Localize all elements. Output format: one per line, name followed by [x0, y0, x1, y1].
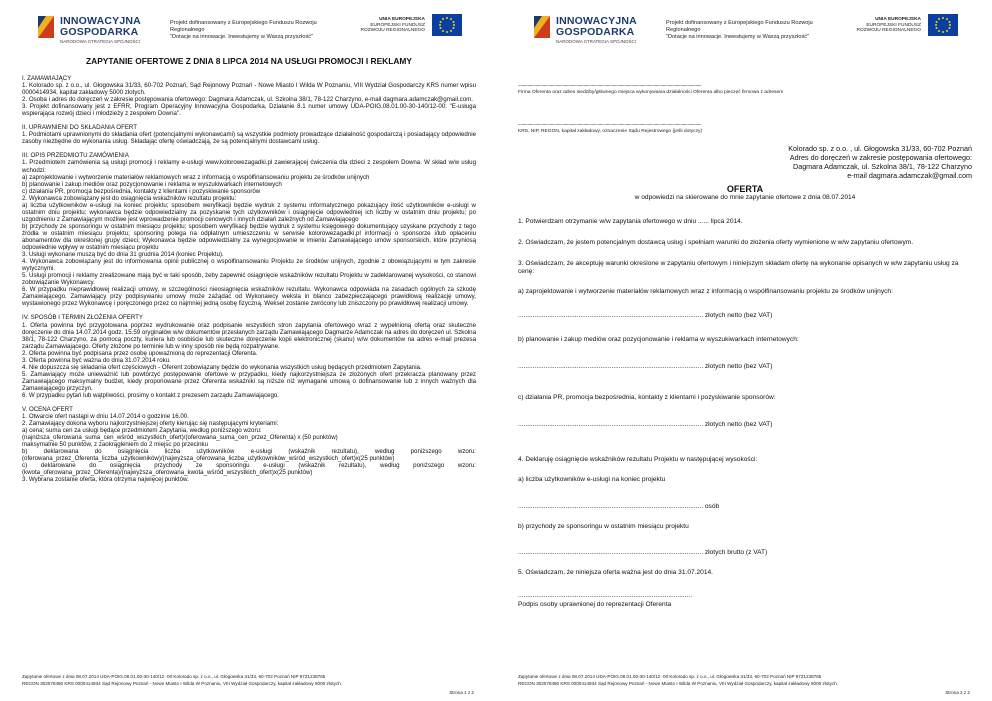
logo-line2: GOSPODARKA [556, 26, 635, 38]
paragraph: 4. Wykonawca zobowiązany jest do informowania opinii publicznej o współfinansowaniu Projektu ze środków unijnych, zgodnie z obowiązującymi w tym zakresie wytycznymi. [22, 258, 476, 273]
paragraph: 3. Wybrana zostanie oferta, która otrzyma najwięcej punktów. [22, 476, 189, 484]
addr-line3: Dagmara Adamczak, ul. Szkolna 38/1, 78-122 Charzyno [793, 162, 972, 171]
eu-label [853, 17, 921, 34]
eu-line2: EUROPEJSKI FUNDUSZ [866, 22, 921, 28]
paragraph: 4. Nie dopuszcza się składania ofert częściowych - Oferent zobowiązany będzie do wykonania wszystkich usług będących przedmiotem Zapytania. [22, 363, 422, 371]
paragraph: 2. Osoba i adres do doręczeń w zakresie postępowania ofertowego: Dagmara Adamczak, ul. Szkolna 38/1, 78-122 Charzyno, e-mail dagmara.adamczak@gmail.com. [22, 96, 473, 104]
eu-line1: UNIA EUROPEJSKA [875, 17, 921, 22]
paragraph: c) deklarowane do osiągnięcia przychody ze sponsoringu e-usługi (wskaźnik rezultatu), według poniższego wzoru: (kwota_oferowana_przez_Oferenta)/(najwyższa_oferowana_kwota_wśród_wszystkich_ofert)x(25 punktów) [22, 462, 476, 477]
section-heading: IV. SPOSÓB I TERMIN ZŁOŻENIA OFERTY [22, 314, 144, 322]
price-field-c[interactable]: ..................................................................................................... złotych netto (bez VAT) [518, 421, 773, 428]
firm-label: Firma Oferenta oraz adres siedziby/głównego miejsca wykonywania działalności Oferenta albo pieczęć firmowa z adresem [518, 90, 784, 95]
offer-point1: 1. Potwierdzam otrzymanie w/w zapytania ofertowego w dniu ...... lipca 2014. [518, 218, 743, 225]
innowacyjna-gospodarka-logo [36, 14, 156, 48]
project-line1: Projekt dofinansowany z Europejskiego Funduszu Rozwoju Regionalnego [170, 20, 317, 33]
paragraph: a) liczba użytkowników e-usługi na koniec projektu; sposobem weryfikacji będzie wydruk z systemu informatycznego pokazujący ilość użytkowników e-usługi w ostatnim dniu projektu; wykonawca będzie odpowiedzialny za pozyskanie tych użytkowników i osiągnięcie odpowiedniej ich liczby w ostatnim dniu projektu; po uzgodnieniu z Zamawiającym możliwe jest wprowadzenie promocji cenowych i innych działań zależnych od Zamawiającego [22, 201, 476, 223]
eu-label [357, 17, 425, 34]
offer-point5: 5. Oświadczam, że niniejsza oferta ważna jest do dnia 31.07.2014. [518, 569, 713, 576]
footer-line1: Zapytanie ofertowe z dnia 08.07.2014 UDA-POIG.08.01.00-30-140/12 -00 Kolorado sp. z o.o., ul. Głogowska 31/33, 60-702 Poznań NIP 9721238765 [22, 674, 326, 680]
logo-line3: NARODOWA STRATEGIA SPÓJNOŚCI [60, 39, 141, 44]
logo-line1: INNOWACYJNA [60, 15, 141, 27]
addr-line1: Kolorado sp. z o.o. , ul. Głogowska 31/33, 60-702 Poznań [788, 144, 972, 153]
paragraph: (najniższa_oferowana_suma_cen_wśród_wszystkich_ofert)/(oferowana_suma_cen_przez_Oferenta) x (50 punktów) [22, 434, 338, 442]
offer-item-c: c) działania PR, promocja bezpośrednia, kontakty z klientami i pozyskiwanie sponsorów: [518, 394, 776, 401]
section-heading: I. ZAMAWIAJĄCY [22, 75, 72, 82]
section-heading: II. UPRAWNIENI DO SKŁADANIA OFERT [22, 124, 137, 132]
firm-dotted-line: ............................................................................................................................................................. [518, 82, 702, 88]
signature-line[interactable]: ............................................................................................... [518, 592, 693, 599]
paragraph: 3. Projekt dofinansowany jest z EFRR, Program Operacyjny Innowacyjna Gospodarka, Działanie 8.1 numer umowy UDA-POIG.08.01.00-30-140/12-00: "E-usługa wspierająca rozwój dzieci i młodzieży z zespołem Downa". [22, 103, 476, 118]
paragraph: b) deklarowana do osiągnięcia liczba użytkowników e-usługi (wskaźnik rezultatu), według poniższego wzoru: (oferowana_przez_Oferenta_liczba_użytkowników)/(najwyższa_oferowana_liczba_użytkowników_wśród_wszystkich_ofert)x(25 punktów) [22, 448, 476, 463]
project-line2: "Dotacje na innowacje. Inwestujemy w Waszą przyszłość" [666, 34, 810, 40]
price-field-a[interactable]: ..................................................................................................... złotych netto (bez VAT) [518, 312, 773, 319]
eu-flag-icon [432, 14, 462, 36]
eu-line1: UNIA EUROPEJSKA [379, 17, 425, 22]
document-title: ZAPYTANIE OFERTOWE Z DNIA 8 LIPCA 2014 NA USŁUGI PROMOCJI I REKLAMY [86, 56, 412, 66]
section-heading: III. OPIS PRZEDMIOTU ZAMÓWIENIA [22, 152, 129, 160]
addr-line4: e-mail dagmara.adamczak@gmail.com [847, 171, 972, 180]
offer-item-b: b) planowanie i zakup mediów oraz pozycjonowanie i reklama w wyszukiwarkach internetowych: [518, 336, 799, 343]
paragraph: 6. W przypadku pytań lub wątpliwości, prosimy o kontakt z prezesem zarządu Zamawiającego. [22, 391, 279, 399]
eu-line2: EUROPEJSKI FUNDUSZ [370, 22, 425, 28]
logo-mark-icon [532, 14, 552, 40]
eu-line3: ROZWOJU REGIONALNEGO [856, 28, 921, 34]
footer-line1: Zapytanie ofertowe z dnia 08.07.2014 UDA-POIG.08.01.00-30-140/12 -00 Kolorado sp. z o.o., ul. Głogowska 31/33, 60-702 Poznań NIP 9721238765 [518, 674, 822, 680]
page-2-header [518, 0, 972, 50]
eu-line3: ROZWOJU REGIONALNEGO [360, 28, 425, 34]
users-field[interactable]: ..................................................................................................... osób [518, 503, 720, 510]
paragraph: 2. Zamawiający dokona wyboru najkorzystniejszej oferty kierując się następującymi kryteriami: [22, 420, 279, 428]
offer-item4a: a) liczba użytkowników e-usługi na koniec projektu [518, 476, 666, 483]
addr-line2: Adres do doręczeń w zakresie postępowania ofertowego: [789, 153, 972, 162]
paragraph: maksymalnie 50 punktów, z zaokrągleniem do 2 miejsc po przecinku [22, 441, 209, 449]
logo-line2: GOSPODARKA [60, 26, 139, 38]
logo-mark-icon [36, 14, 56, 40]
paragraph: 2. Oferta powinna być podpisana przez osobę upoważnioną do reprezentacji Oferenta. [22, 349, 258, 357]
signature-label: Podpis osoby uprawnionej do reprezentacji Oferenta [518, 601, 672, 608]
innowacyjna-gospodarka-logo [532, 14, 652, 48]
page-1-header [22, 0, 476, 50]
page-number: Strona 1 z 2 [449, 690, 474, 695]
krs-dotted-line: ............................................................................................................................................................. [518, 121, 702, 127]
footer-line2: REGON 302078480 KRS 0000414934 Sąd Rejonowy Poznań - Nowe Miasto I Wilda W Poznaniu, VIII Wydział Gospodarczy, kapitał zakładowy 5000 złotych. [518, 680, 839, 686]
project-info [170, 20, 330, 41]
page-1-body [22, 75, 476, 484]
offer-body [518, 218, 972, 609]
logo-line1: INNOWACYJNA [556, 15, 637, 27]
project-line1: Projekt dofinansowany z Europejskiego Funduszu Rozwoju Regionalnego [666, 20, 813, 33]
page-number: Strona 2 z 2 [945, 690, 970, 695]
footer-line2: REGON 302078480 KRS 0000414934 Sąd Rejonowy Poznań - Nowe Miasto I Wilda W Poznaniu, VIII Wydział Gospodarczy, kapitał zakładowy 5000 złotych. [22, 680, 343, 686]
offer-heading: OFERTA [726, 184, 764, 194]
offer-item-a: a) zaprojektowanie i wytworzenie materiałów reklamowych wraz z informacją o współfinansowaniu projektu ze środków unijnych: [518, 288, 893, 295]
page-2 [496, 0, 992, 701]
paragraph: 1. Oferta powinna być przygotowana poprzez wydrukowanie oraz podpisanie wszystkich stron zapytania ofertowego wraz z wypełnioną ofertą oraz skuteczne doręczenie do dnia 14.07.2014 godz. 15.59 oryginałów w/w dokumentów przesłanych zarządu Zamawiającego Dagmarze Adamczak na adres do doręczeń ul. Szkolna 38/1, 78-122 Charzyno, za pomocą poczty, kuriera lub osobiście lub skuteczne doręczenie kopii elektronicznej (skanu) w/w dokumentów na adres e-mail prezesa zarządu Zamawiającego. Oferty złożone po terminie lub w inny sposób nie będą rozpatrywane. [22, 321, 476, 350]
paragraph: b) planowanie i zakup mediów oraz pozycjonowanie i reklama w wyszukiwarkach internetowych [22, 180, 282, 188]
paragraph: b) przychody ze sponsoringu w ostatnim miesiącu projektu; sposobem weryfikacji będzie wydruk z systemu księgowego dokumentujący uzyskane przychody z tego źródła w ostatnim miesiącu projektu; sponsoring polega na odpłatnym umieszczeniu w serwisie kolorowezagadki.pl informacji o sponsorze i/lub opłaceniu abonamentów dla określonej grupy dzieci; Wykonawca będzie odpowiedzialny za wynegocjowanie w imieniu Zamawiającego umów sponsorskich, które przyniosą odpowiednie wpływy w ostatnim miesiącu projektu [22, 222, 476, 252]
paragraph: 3. Oferta powinna być ważna do dnia 31.07.2014 roku. [22, 356, 171, 364]
price-field-b[interactable]: ..................................................................................................... złotych netto (bez VAT) [518, 363, 773, 370]
paragraph: 2. Wykonawca zobowiązany jest do osiągnięcia wskaźników rezultatu projektu: [22, 194, 237, 202]
project-info [666, 20, 826, 41]
sponsoring-field[interactable]: ..................................................................................................... złotych brutto (z VAT) [518, 549, 768, 556]
offer-point2: 2. Oświadczam, że jestem potencjalnym dostawcą usług i spełniam warunki do złożenia oferty wymienione w w/w zapytaniu ofertowym. [518, 239, 914, 246]
paragraph: 5. Zamawiający może unieważnić lub powtórzyć postępowanie ofertowe w przypadku, kiedy najkorzystniejsza ze złożonych ofert przekracza planowany przez Zamawiającego maksymalny budżet, kiedy proponowane przez Oferenta wskaźniki są niższe niż wymagane umową o dofinansowanie lub z innych ważnych dla Zamawiającego przyczyn. [22, 370, 476, 392]
paragraph: 5. Usługi promocji i reklamy zrealizowane mają być w taki sposób, żeby zapewnić osiągnięcie wskaźników rezultatu Projektu w zadeklarowanej wysokości, co stanowi zobowiązanie Wykonawcy. [22, 272, 476, 287]
paragraph: 3. Usługi wykonane muszą być do dnia 31 grudnia 2014 (koniec Projektu). [22, 251, 224, 259]
offer-item4b: b) przychody ze sponsoringu w ostatnim miesiącu projektu [518, 523, 689, 530]
paragraph: 1. Otwarcie ofert nastąpi w dniu 14.07.2014 o godzinie 16.00. [22, 413, 189, 421]
section-heading: V. OCENA OFERT [22, 406, 73, 414]
paragraph: 1. Podmiotami uprawnionymi do składania ofert (potencjalnymi wykonawcami) są wszystkie podmioty prowadzące działalność gospodarczą i posiadający odpowiednie zasoby niezbędne do wykonania usług. Składając ofertę oświadczają, że są potencjalnymi dostawcami usług. [22, 131, 476, 146]
offer-point3: 3. Oświadczam, że akceptuję warunki określone w zapytaniu ofertowym i niniejszym składam ofertę na wykonanie opisanych w w/w zapytaniu usług za cenę: [518, 260, 959, 275]
project-line2: "Dotacje na innowacje. Inwestujemy w Waszą przyszłość" [170, 34, 314, 40]
paragraph: c) działania PR, promocja bezpośrednia, kontakty z klientami i pozyskiwanie sponsorów [22, 187, 261, 195]
paragraph: 1. Kolorado sp. z o.o., ul. Głogowska 31/33, 60-702 Poznań, Sąd Rejonowy Poznań - Nowe Miasto I Wilda W Poznaniu, VIII Wydział Gospodarczy KRS numer wpisu 0000414934, kapitał zakładowy 5000 złotych. [22, 82, 476, 97]
paragraph: 1. Przedmiotem zamówienia są usługi promocji i reklamy e-usługi www.kolorowezagadki.pl zawierającej ćwiczenia dla dzieci z zespołem Downa. W skład w/w usług wchodzi: [22, 159, 476, 174]
paragraph: a) zaprojektowanie i wytworzenie materiałów reklamowych wraz z informacją o współfinansowaniu projektu ze środków unijnych [22, 173, 370, 181]
paragraph: 6. W przypadku nieprawidłowej realizacji umowy, w szczególności nieosiągnięcia wskaźników rezultatu. Wykonawca odpowiada na zasadach ogólnych za szkodę Zamawiającego. Zamawiający przy podpisywaniu umowy może zażądać od Wykonawcy weksla in blanco zabezpieczającego prawidłową realizację umowy, wystawionego przez Wykonawcę i poręczonego przez co najmniej jedną osobę fizyczną. Weksel zostanie zwrócony lub zniszczony po prawidłowej realizacji umowy. [22, 286, 476, 308]
page-2-footer [518, 674, 972, 687]
offer-subheading: w odpowiedzi na skierowane do mnie zapytanie ofertowe z dnia 08.07.2014 [634, 194, 856, 201]
krs-label: KRS, NIP, REGON, kapitał zakładowy, oznaczenie Sądu Rejestrowego (jeśli dotyczy) [518, 129, 703, 134]
logo-line3: NARODOWA STRATEGIA SPÓJNOŚCI [556, 39, 637, 44]
paragraph: a) cena; suma cen za usługi będące przedmiotem Zapytania, według poniższego wzoru: [22, 427, 262, 435]
page-1-footer [22, 674, 476, 687]
recipient-address [518, 144, 972, 180]
eu-flag-icon [928, 14, 958, 36]
offer-point4: 4. Deklaruję osiągnięcie wskaźników rezultatu Projektu w następującej wysokości: [518, 456, 758, 463]
